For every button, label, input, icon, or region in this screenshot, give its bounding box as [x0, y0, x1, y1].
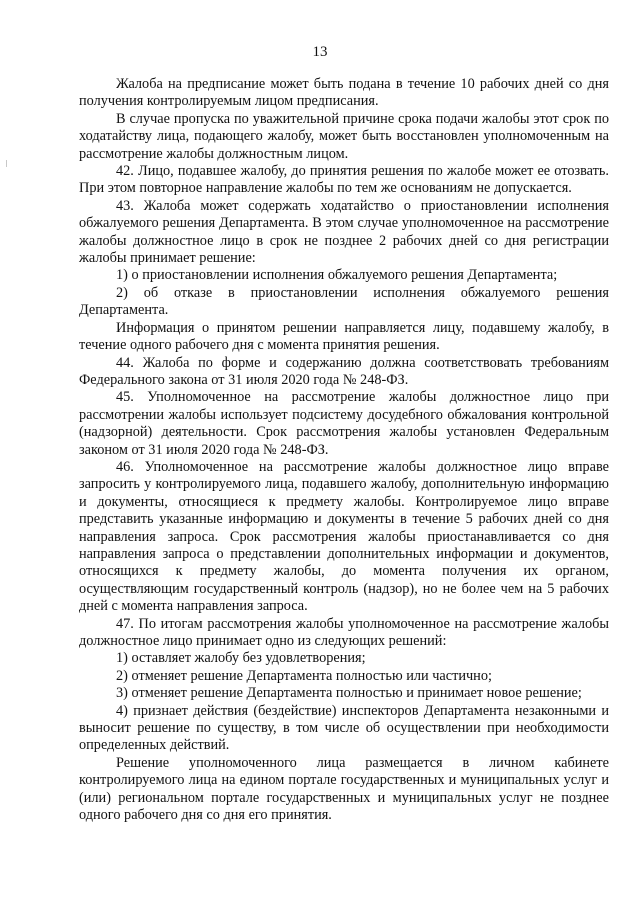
- paragraph-decision-notice: Информация о принятом решении направляется лицу, подавшему жалобу, в течение одного рабочего дня с момента принятия решения.: [79, 319, 609, 354]
- paragraph-42: 42. Лицо, подавшее жалобу, до принятия решения по жалобе может ее отозвать. При этом повторное направление жалобы по тем же основаниям не допускается.: [79, 163, 609, 197]
- scan-artifact: [6, 160, 7, 167]
- paragraph-47-item-1: 1) оставляет жалобу без удовлетворения;: [116, 650, 366, 667]
- paragraph-43: 43. Жалоба может содержать ходатайство о приостановлении исполнения обжалуемого решения Департамента. В этом случае уполномоченное на рассмотрение жалобы должностное лицо в срок не позднее 2 рабочих дней со дня регистрации жалобы принимает решение:: [79, 197, 609, 267]
- paragraph-appeal-deadline: Жалоба на предписание может быть подана в течение 10 рабочих дней со дня получения контролируемым лицом предписания.: [79, 76, 609, 110]
- paragraph-47: 47. По итогам рассмотрения жалобы уполномоченное на рассмотрение жалобы должностное лицо принимает одно из следующих решений:: [79, 615, 609, 649]
- paragraph-decision-publication: Решение уполномоченного лица размещается в личном кабинете контролируемого лица на едином портале государственных и муниципальных услуг и (или) региональном портале государственных и муниципальных услуг не позднее одного рабочего дня со дня его принятия.: [79, 754, 609, 824]
- paragraph-deadline-restoration: В случае пропуска по уважительной причине срока подачи жалобы этот срок по ходатайству лица, подающего жалобу, может быть восстановлен уполномоченным на рассмотрение жалобы должностным лицом.: [79, 110, 609, 162]
- paragraph-45: 45. Уполномоченное на рассмотрение жалобы должностное лицо при рассмотрении жалобы использует подсистему досудебного обжалования контрольной (надзорной) деятельности. Срок рассмотрения жалобы установлен Федеральным законом от 31 июля 2020 года № 248-ФЗ.: [79, 389, 609, 458]
- paragraph-43-item-2: 2) об отказе в приостановлении исполнения обжалуемого решения Департамента.: [79, 284, 609, 319]
- paragraph-47-item-4: 4) признает действия (бездействие) инспекторов Департамента незаконными и выносит решение по существу, в том числе об осуществлении при необходимости определенных действий.: [79, 702, 609, 754]
- paragraph-46: 46. Уполномоченное на рассмотрение жалобы должностное лицо вправе запросить у контролируемого лица, подавшего жалобу, дополнительную информацию и документы, относящиеся к предмету жалобы. Контролируемое лицо вправе представить указанные информацию и документы в течение 5 рабочих дней со дня направления запроса. Срок рассмотрения жалобы приостанавливается со дня направления запроса о представлении дополнительных информации и документов, относящихся к предмету жалобы, до момента получения их органом, осуществляющим государственный контроль (надзор), но не более чем на 5 рабочих дней с момента направления запроса.: [79, 458, 609, 615]
- page-number: 13: [312, 44, 328, 60]
- paragraph-47-item-2: 2) отменяет решение Департамента полностью или частично;: [116, 667, 492, 684]
- document-body: [79, 76, 609, 824]
- paragraph-43-item-1: 1) о приостановлении исполнения обжалуемого решения Департамента;: [116, 267, 558, 284]
- paragraph-47-item-3: 3) отменяет решение Департамента полностью и принимает новое решение;: [116, 685, 582, 702]
- paragraph-44: 44. Жалоба по форме и содержанию должна соответствовать требованиям Федерального закона от 31 июля 2020 года № 248-ФЗ.: [79, 354, 609, 388]
